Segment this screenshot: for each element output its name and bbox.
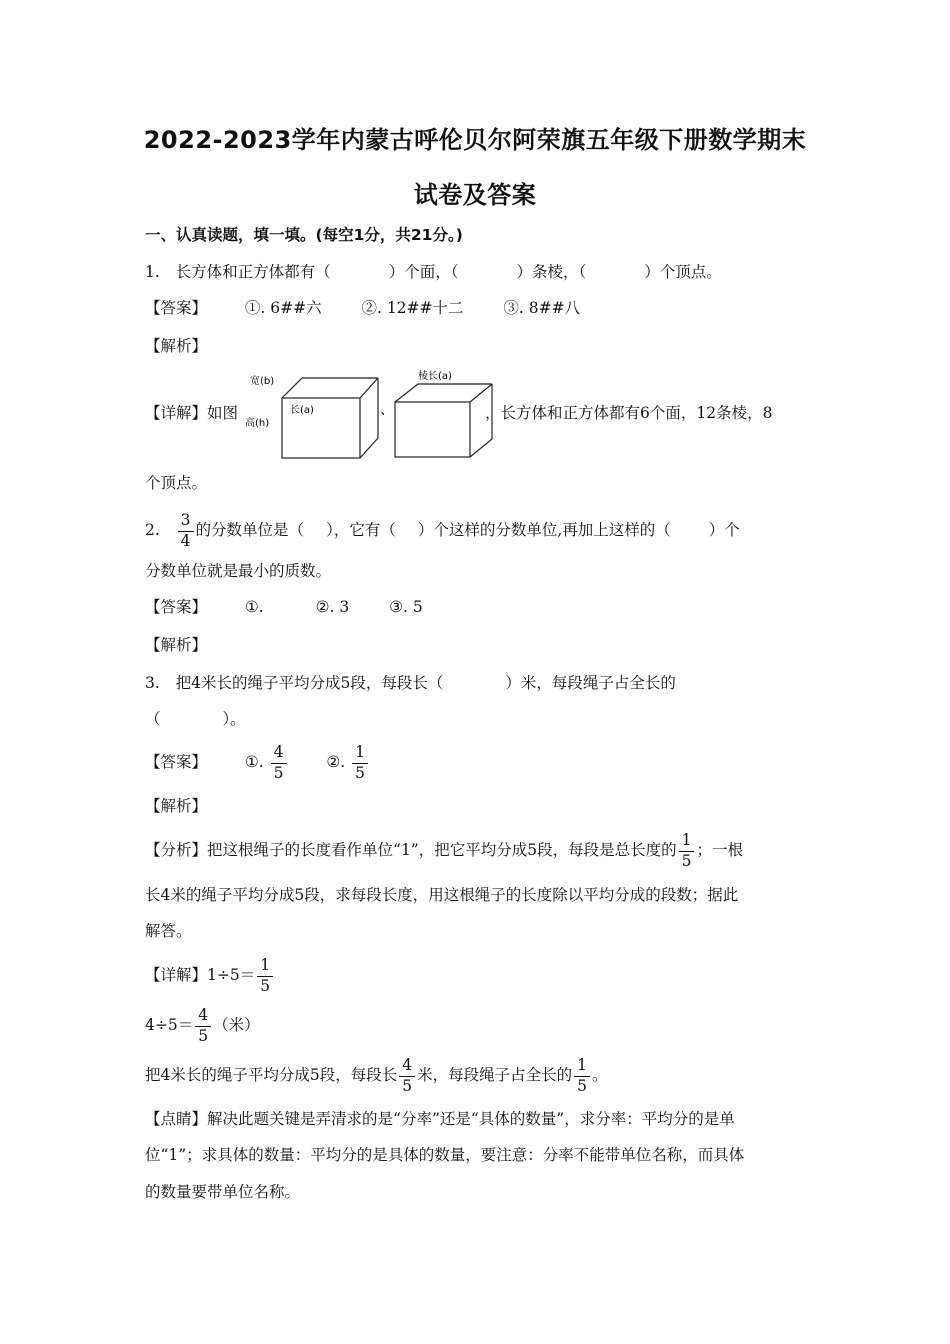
fenxi-label: 【分析】: [145, 841, 208, 859]
answer-label: 【答案】: [145, 753, 208, 771]
answer-item: ③. 5: [389, 598, 423, 616]
question-3-conclusion: 把4米长的绳子平均分成5段，每段长 $\frac{4}{5}$ 米，每段绳子占全长的 $\frac{1}{5}$ 。: [145, 1056, 608, 1095]
question-3-fenxi-line3: 解答。: [145, 922, 192, 940]
fraction-one-fifth: $\frac{1}{5}$: [574, 1058, 590, 1094]
cube-edge-label: 棱长(a): [418, 371, 452, 382]
cuboid-height-label: 高(h): [245, 418, 270, 429]
analysis-label: 【解析】: [145, 337, 208, 355]
document-title-line2: 试卷及答案: [413, 181, 537, 209]
question-number: 3.: [145, 674, 160, 692]
analysis-label: 【解析】: [145, 636, 208, 654]
fraction-four-fifths: $\frac{4}{5}$: [271, 745, 287, 781]
question-3-detail-eq2: 4÷5＝ $\frac{4}{5}$ （米）: [145, 1006, 260, 1045]
question-3-detail-eq1: 【详解】1÷5＝ $\frac{1}{5}$: [145, 952, 275, 998]
question-2-stem-line2: 分数单位就是最小的质数。: [145, 562, 332, 580]
detail-label: 【详解】: [145, 966, 208, 984]
question-1-detail-text: ，长方体和正方体都有6个面，12条棱，8: [485, 404, 773, 422]
question-1-answer: [145, 297, 580, 319]
cube-figure: [395, 384, 492, 457]
question-number: 1.: [145, 263, 160, 281]
cuboid-and-cube-figure: [240, 366, 505, 466]
fraction-one-fifth: $\frac{1}{5}$: [679, 833, 695, 869]
question-3-dianjing-line2: 位“1”；求具体的数量：平均分的是具体的数量，要注意：分率不能带单位名称，而具体: [145, 1146, 745, 1164]
question-1-detail-text2: 个顶点。: [145, 474, 208, 492]
question-1-stem: 1. 长方体和正方体都有（ ）个面，（ ）条棱，（ ）个顶点。: [145, 263, 722, 281]
answer-label: 【答案】: [145, 299, 208, 317]
question-3-stem: 3. 把4米长的绳子平均分成5段，每段长（ ）米，每段绳子占全长的: [145, 674, 676, 692]
figure-separator: 、: [380, 402, 394, 418]
section-heading: 一、认真读题，填一填。(每空1分，共21分。): [145, 226, 463, 244]
answer-item: ①. 6##六: [244, 299, 322, 317]
fraction-four-fifths: $\frac{4}{5}$: [399, 1058, 415, 1094]
question-3-fenxi: 【分析】把这根绳子的长度看作单位“1”，把它平均分成5段，每段是总长度的 $\frac{1}{5}$ ；一根: [145, 831, 743, 870]
question-3-stem-line2: （ ）。: [145, 710, 246, 728]
fraction-three-quarters: $\frac{3}{4}$: [178, 513, 194, 549]
fraction-one-fifth: $\frac{1}{5}$: [257, 958, 273, 994]
question-3-fenxi-line2: 长4米的绳子平均分成5段，求每段长度，用这根绳子的长度除以平均分成的段数；据此: [145, 886, 739, 904]
question-3-dianjing-line3: 的数量要带单位名称。: [145, 1183, 301, 1201]
dianjing-label: 【点睛】: [145, 1110, 208, 1128]
question-3-answer: 【答案】 ①. $\frac{4}{5}$ ②. $\frac{1}{5}$: [145, 740, 370, 784]
document-title-line1: 2022-2023学年内蒙古呼伦贝尔阿荣旗五年级下册数学期末: [143, 126, 807, 154]
answer-label: 【答案】: [145, 598, 208, 616]
fraction-one-fifth: $\frac{1}{5}$: [352, 745, 368, 781]
cuboid-width-label: 宽(b): [250, 376, 275, 387]
detail-label: 【详解】: [145, 404, 208, 422]
answer-item: ②. 12##十二: [361, 299, 464, 317]
question-1-detail-prefix: 【详解】如图: [145, 404, 239, 422]
question-2-stem: 2. $\frac{3}{4}$ 的分数单位是（ ），它有（ ）个这样的分数单位,再加上这样的（ ）个: [145, 511, 740, 550]
question-3-dianjing: 【点睛】解决此题关键是弄清求的是“分率”还是“具体的数量”，求分率：平均分的是单: [145, 1110, 735, 1128]
cuboid-figure: [282, 378, 378, 458]
answer-item: ①.: [244, 598, 264, 616]
answer-item: ③. 8##八: [503, 299, 581, 317]
question-2-answer: [145, 596, 423, 618]
cuboid-length-label: 长(a): [290, 405, 314, 416]
answer-item: ②. 3: [315, 598, 350, 616]
question-number: 2.: [145, 521, 160, 539]
analysis-label: 【解析】: [145, 797, 208, 815]
fraction-four-fifths: $\frac{4}{5}$: [195, 1008, 211, 1044]
